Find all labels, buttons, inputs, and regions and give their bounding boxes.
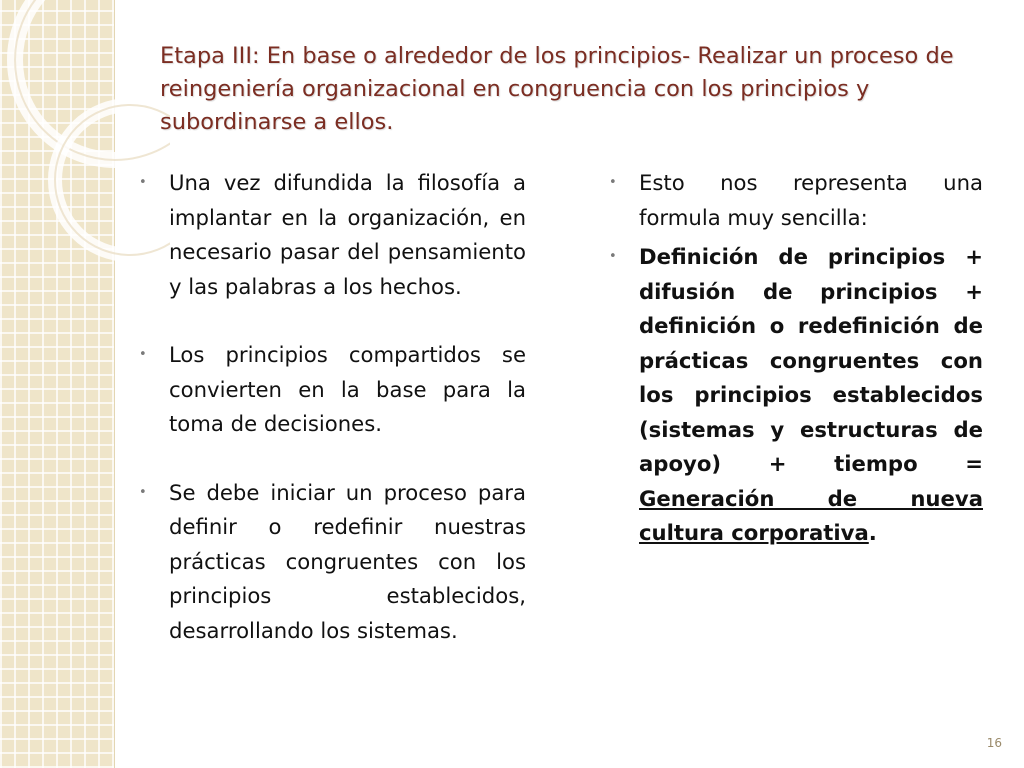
right-column (603, 166, 983, 556)
formula-text (639, 244, 983, 545)
bullet-icon: • (139, 484, 147, 500)
page-number: 16 (986, 736, 1002, 750)
list-item (133, 476, 526, 649)
right-bullet-list (603, 166, 983, 551)
bullet-icon: • (609, 249, 617, 264)
left-bullet-list (133, 166, 526, 648)
bullet-text: Se debe iniciar un proceso para definir o redefinir nuestras prácticas congruentes con los principios establecidos, desarrollando los sistemas. (169, 479, 526, 643)
formula-result: Generación de nueva cultura corporativa (639, 485, 983, 545)
list-item (603, 166, 983, 235)
bullet-text: Una vez difundida la filosofía a implantar en la organización, en necesario pasar del pensamiento y las palabras a los hechos. (169, 170, 526, 299)
bullet-text: Los principios compartidos se convierten en la base para la toma de decisiones. (169, 342, 526, 436)
formula-main: Definición de principios + difusión de principios + definición o redefinición de prácticas congruentes con los principios establecidos (sistemas y estructuras de apoyo) + tiempo = (639, 244, 983, 476)
formula-end: . (868, 520, 877, 545)
list-item (603, 240, 983, 551)
list-item (133, 338, 526, 442)
list-item (133, 166, 526, 304)
bullet-icon: • (139, 347, 147, 362)
slide-title: Etapa III: En base o alrededor de los principios- Realizar un proceso de reingeniería organizacional en congruencia con los principios y subordinarse a ellos. (160, 43, 954, 135)
bullet-icon: • (609, 175, 617, 190)
left-column (133, 166, 526, 682)
bullet-icon: • (139, 175, 147, 190)
bullet-text: Esto nos representa una formula muy sencilla: (639, 170, 983, 230)
